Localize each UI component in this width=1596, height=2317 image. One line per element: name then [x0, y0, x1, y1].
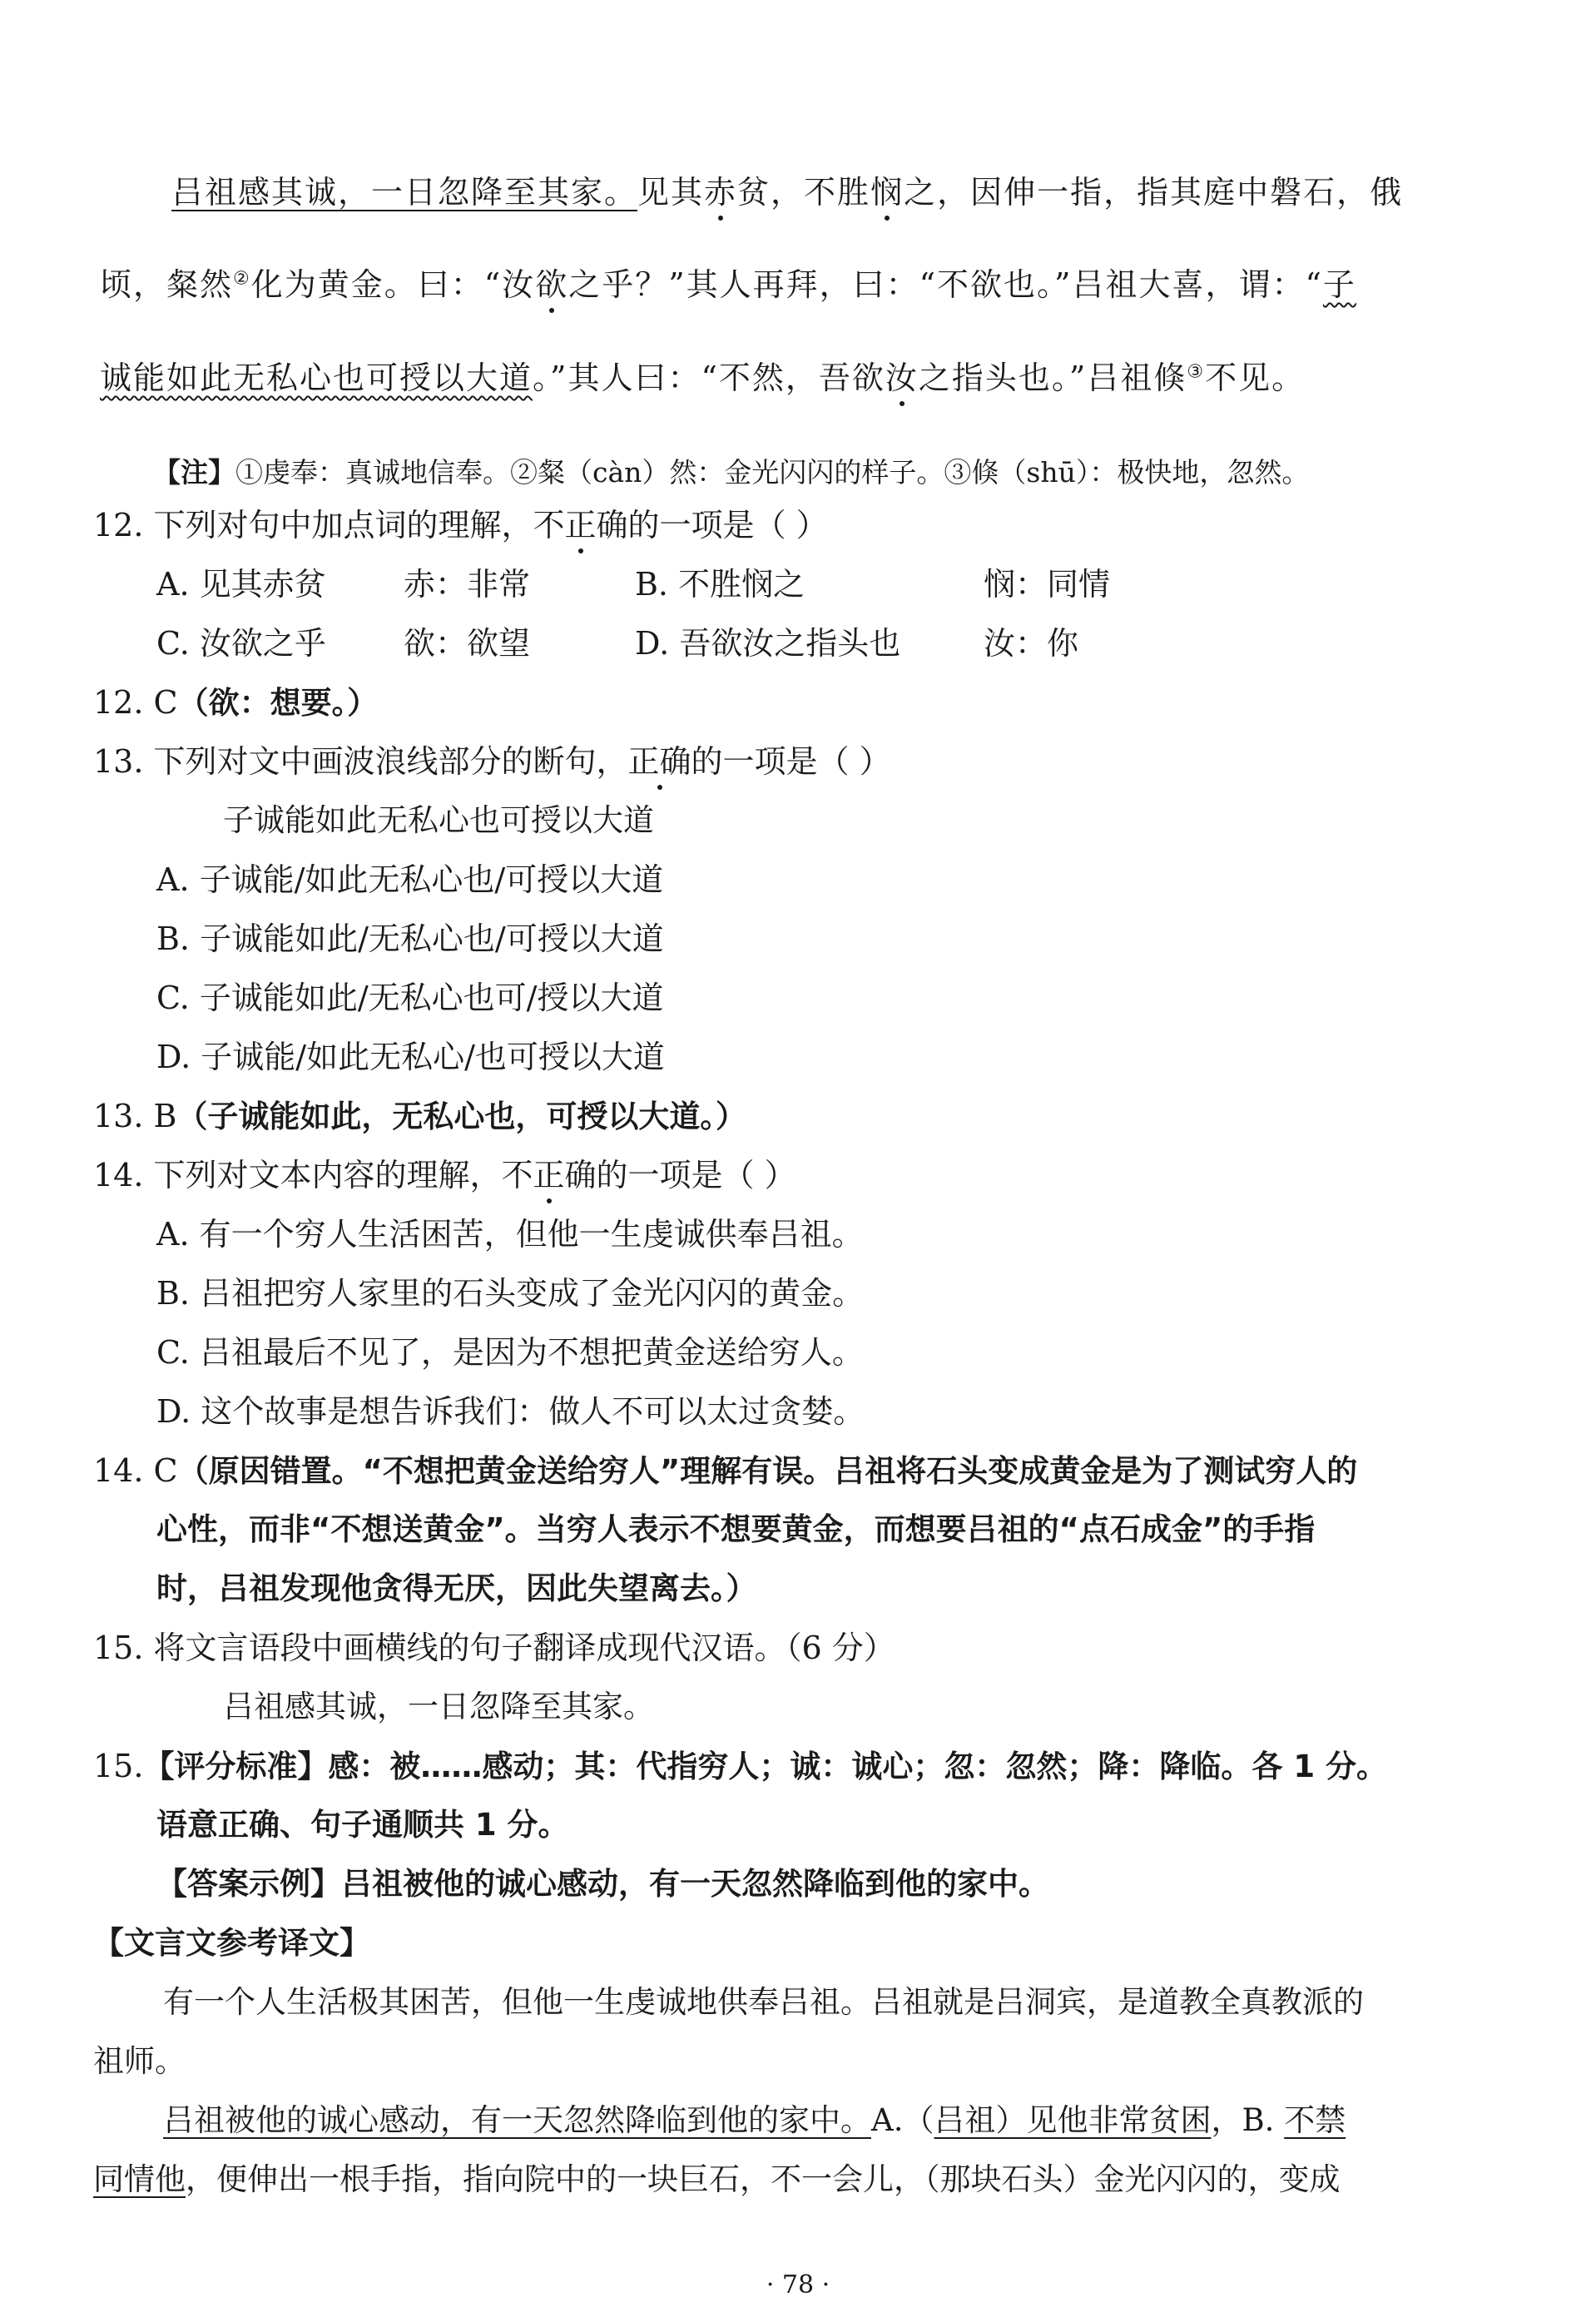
translation-para-1-line-1: 有一个人生活极其困苦，但他一生虔诚地供奉吕祖。吕祖就是吕洞宾，是道教全真教派的: [163, 1984, 1364, 2020]
page-number: · 78 ·: [766, 2270, 830, 2300]
passage-line-1: 吕祖感其诚，一日忽降至其家。见其赤贫，不胜悯之，因伸一指，指其庭中磐石，俄: [171, 174, 1404, 211]
dotted-char: 汝: [885, 360, 919, 396]
passage-line-2: 顷，粲然②化为黄金。曰：“汝欲之乎？”其人再拜，曰：“不欲也。”吕祖大喜，谓：“子: [100, 266, 1356, 303]
q13-answer: 13. B（子诚能如此，无私心也，可授以大道。）: [93, 1098, 746, 1134]
q14-answer-line-1: 14. C（原因错置。“不想把黄金送给穷人”理解有误。吕祖将石头变成黄金是为了测试穷人的: [93, 1452, 1358, 1489]
q12-option-b: B. 不胜悯之: [635, 566, 805, 603]
q14-option-c: C. 吕祖最后不见了，是因为不想把黄金送给穷人。: [156, 1334, 864, 1371]
dotted-char: 赤: [704, 174, 738, 211]
q12-option-b-explanation: 悯：同情: [984, 566, 1111, 603]
translation-para-2-line-1: 吕祖被他的诚心感动，有一天忽然降临到他的家中。A.（吕祖）见他非常贫困，B. 不禁: [163, 2102, 1346, 2138]
q15-quote: 吕祖感其诚，一日忽降至其家。: [223, 1689, 654, 1724]
q12-option-a-explanation: 赤：非常: [404, 566, 531, 603]
dotted-emphasis: 正确: [627, 743, 691, 780]
q14-answer-line-2: 心性，而非“不想送黄金”。当穷人表示不想要黄金，而想要吕祖的“点石成金”的手指: [156, 1511, 1316, 1547]
question-14-stem: 14. 下列对文本内容的理解，不正确的一项是（ ）: [93, 1157, 796, 1193]
q13-option-b: B. 子诚能如此/无私心也/可授以大道: [156, 920, 664, 957]
wavy-underlined-text: 子: [1322, 266, 1356, 303]
dotted-char: 欲: [535, 266, 569, 303]
note-label: 【注】: [153, 456, 235, 489]
q12-option-d: D. 吾欲汝之指头也: [635, 625, 901, 662]
q14-answer-line-3: 时，吕祖发现他贪得无厌，因此失望离去。）: [156, 1570, 757, 1606]
q15-answer-line-1: 15.【评分标准】感：被……感动；其：代指穷人；诚：诚心；忽：忽然；降：降临。各 1 分。: [93, 1748, 1387, 1784]
q13-option-c: C. 子诚能如此/无私心也可/授以大道: [156, 980, 664, 1016]
annotation-note: 【注】①虔奉：真诚地信奉。②粲（càn）然：金光闪闪的样子。③倏（shū）：极快地，忽然。: [153, 456, 1310, 489]
question-13-stem: 13. 下列对文中画波浪线部分的断句，正确的一项是（ ）: [93, 743, 891, 780]
question-12-stem: 12. 下列对句中加点词的理解，不正确的一项是（ ）: [93, 507, 828, 543]
q12-option-c-explanation: 欲：欲望: [404, 625, 531, 662]
q13-option-a: A. 子诚能/如此无私心也/可授以大道: [156, 861, 664, 898]
q15-answer-line-3: 【答案示例】吕祖被他的诚心感动，有一天忽然降临到他的家中。: [156, 1866, 1049, 1902]
question-15-stem: 15. 将文言语段中画横线的句子翻译成现代汉语。（6 分）: [93, 1630, 895, 1666]
dotted-emphasis: 不正确: [501, 1157, 597, 1193]
wavy-underlined-text: 诚能如此无私心也可授以大道: [100, 360, 533, 396]
q14-option-d: D. 这个故事是想告诉我们：做人不可以太过贪婪。: [156, 1393, 865, 1430]
q13-quote: 子诚能如此无私心也可授以大道: [223, 802, 654, 838]
q15-answer-line-2: 语意正确、句子通顺共 1 分。: [156, 1807, 569, 1843]
q14-option-b: B. 吕祖把穷人家里的石头变成了金光闪闪的黄金。: [156, 1275, 865, 1312]
translation-para-1-line-2: 祖师。: [93, 2043, 186, 2079]
dotted-emphasis: 不正确: [533, 507, 628, 543]
translation-heading: 【文言文参考译文】: [93, 1925, 370, 1961]
q14-option-a: A. 有一个穷人生活困苦，但他一生虔诚供奉吕祖。: [156, 1216, 864, 1253]
q12-option-a: A. 见其赤贫: [156, 566, 326, 603]
q12-option-d-explanation: 汝：你: [984, 625, 1079, 662]
q12-option-c: C. 汝欲之乎: [156, 625, 326, 662]
translation-para-2-line-2: 同情他，便伸出一根手指，指向院中的一块巨石，不一会儿，（那块石头）金光闪闪的，变成: [93, 2161, 1341, 2197]
passage-line-3: 诚能如此无私心也可授以大道。”其人曰：“不然，吾欲汝之指头也。”吕祖倏③不见。: [100, 360, 1306, 396]
translate-target-sentence: 吕祖感其诚，一日忽降至其家。: [171, 174, 638, 211]
q13-option-d: D. 子诚能/如此无私心/也可授以大道: [156, 1039, 665, 1075]
dotted-char: 悯: [870, 174, 905, 211]
q12-answer: 12. C（欲：想要。）: [93, 684, 379, 721]
